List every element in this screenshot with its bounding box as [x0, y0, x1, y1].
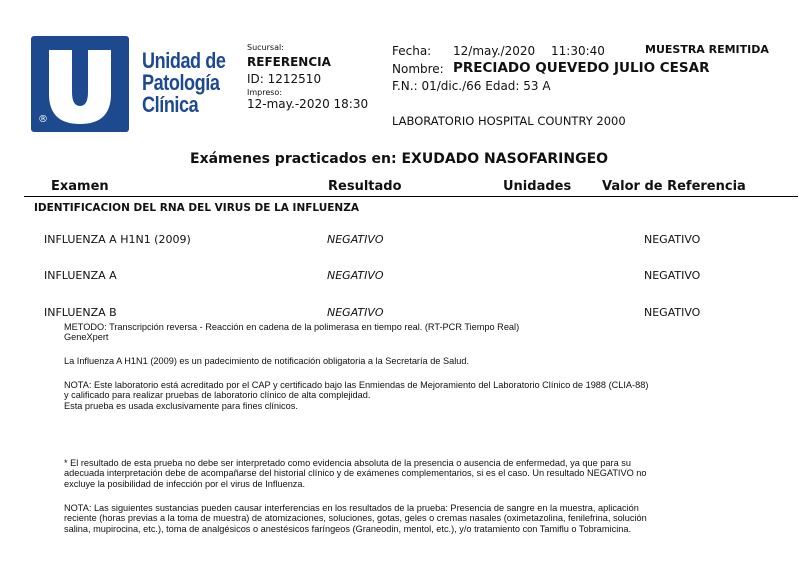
- exam-reference: NEGATIVO: [644, 233, 701, 246]
- note-line: GeneXpert: [64, 332, 109, 343]
- note-line: NOTA: Las siguientes sustancias pueden causar interferencias en los resultados de la prueba: Presencia de sangre en la muestra, aplicación: [64, 503, 639, 513]
- note-line: * El resultado de esta prueba no debe ser interpretado como evidencia absoluta de la presencia o ausencia de enfermedad, ya que para su: [64, 458, 631, 468]
- note-line: y calificado para realizar pruebas de laboratorio clínico de alta complejidad.: [64, 390, 371, 401]
- exam-reference: NEGATIVO: [644, 269, 701, 282]
- sucursal-value: REFERENCIA: [247, 55, 331, 69]
- notification-note: [64, 356, 469, 366]
- muestra-remitida: MUESTRA REMITIDA: [645, 43, 769, 56]
- column-resultado: Resultado: [328, 179, 402, 194]
- brand-line: Patología: [142, 70, 220, 95]
- note-line: excluye la posibilidad de infección por el virus de Influenza.: [64, 478, 306, 489]
- patient-id: ID: 1212510: [247, 72, 322, 86]
- fecha-value: 12/may./2020: [453, 44, 536, 58]
- exam-result: NEGATIVO: [327, 233, 384, 246]
- interference-note: [64, 503, 647, 534]
- brand-line: Clínica: [142, 92, 199, 117]
- column-examen: Examen: [51, 179, 109, 194]
- exam-name: INFLUENZA B: [44, 306, 117, 319]
- note-line: NOTA: Este laboratorio está acreditado por el CAP y certificado bajo las Enmiendas de Mejoramiento del Laboratorio Clínico de 1988 (CLIA-88): [64, 380, 649, 390]
- patient-name: PRECIADO QUEVEDO JULIO CESAR: [453, 60, 710, 76]
- lab-brand-name: [142, 50, 244, 116]
- note-line: reciente (horas previas a la toma de muestra) de atomizaciones, soluciones, gotas, geles o cremas nasales (oximetazolina, fenilefrina, solución: [64, 513, 647, 524]
- nombre-label: Nombre:: [392, 62, 444, 76]
- note-line: Esta prueba es usada exclusivamente para fines clínicos.: [64, 400, 298, 411]
- method-note: [64, 322, 519, 343]
- exam-result: NEGATIVO: [327, 306, 384, 319]
- exam-name: INFLUENZA A: [44, 269, 117, 282]
- birth-date-age: F.N.: 01/dic./66 Edad: 53 A: [392, 79, 551, 93]
- accreditation-note: [64, 380, 648, 411]
- exam-title: Exámenes practicados en: EXUDADO NASOFARINGEO: [190, 151, 609, 167]
- note-line: salina, mupirocina, etc.), toma de analgésicos o anestésicos faríngeos (Graneodin, mentol, etc.), y/o tratamiento con Tamiflu o Tobramicina.: [64, 523, 632, 534]
- header-divider: [24, 196, 798, 197]
- section-heading: IDENTIFICACION DEL RNA DEL VIRUS DE LA INFLUENZA: [34, 202, 359, 214]
- note-line: adecuada interpretación debe de acompañarse del historial clínico y de exámenes complementarios, si es el caso. Un resultado NEGATIVO no: [64, 468, 647, 479]
- exam-result: NEGATIVO: [327, 269, 384, 282]
- exam-reference: NEGATIVO: [644, 306, 701, 319]
- impreso-label: Impreso:: [247, 88, 283, 97]
- note-line: La Influenza A H1N1 (2009) es un padecimiento de notificación obligatoria a la Secretaría de Salud.: [64, 356, 470, 366]
- hora-value: 11:30:40: [551, 44, 605, 58]
- disclaimer-note: [64, 458, 647, 489]
- laboratory-name: LABORATORIO HOSPITAL COUNTRY 2000: [392, 114, 626, 128]
- note-line: METODO: Transcripción reversa - Reacción en cadena de la polimerasa en tiempo real. (RT-PCR Tiempo Real): [64, 322, 520, 332]
- brand-line: Unidad de: [142, 48, 226, 73]
- exam-name: INFLUENZA A H1N1 (2009): [44, 233, 191, 246]
- column-referencia: Valor de Referencia: [602, 179, 746, 194]
- impreso-value: 12-may.-2020 18:30: [247, 97, 369, 111]
- column-unidades: Unidades: [503, 179, 572, 194]
- fecha-label: Fecha:: [392, 44, 432, 58]
- registered-mark: ®: [38, 114, 48, 125]
- sucursal-label: Sucursal:: [247, 43, 284, 52]
- lab-logo: [31, 36, 129, 132]
